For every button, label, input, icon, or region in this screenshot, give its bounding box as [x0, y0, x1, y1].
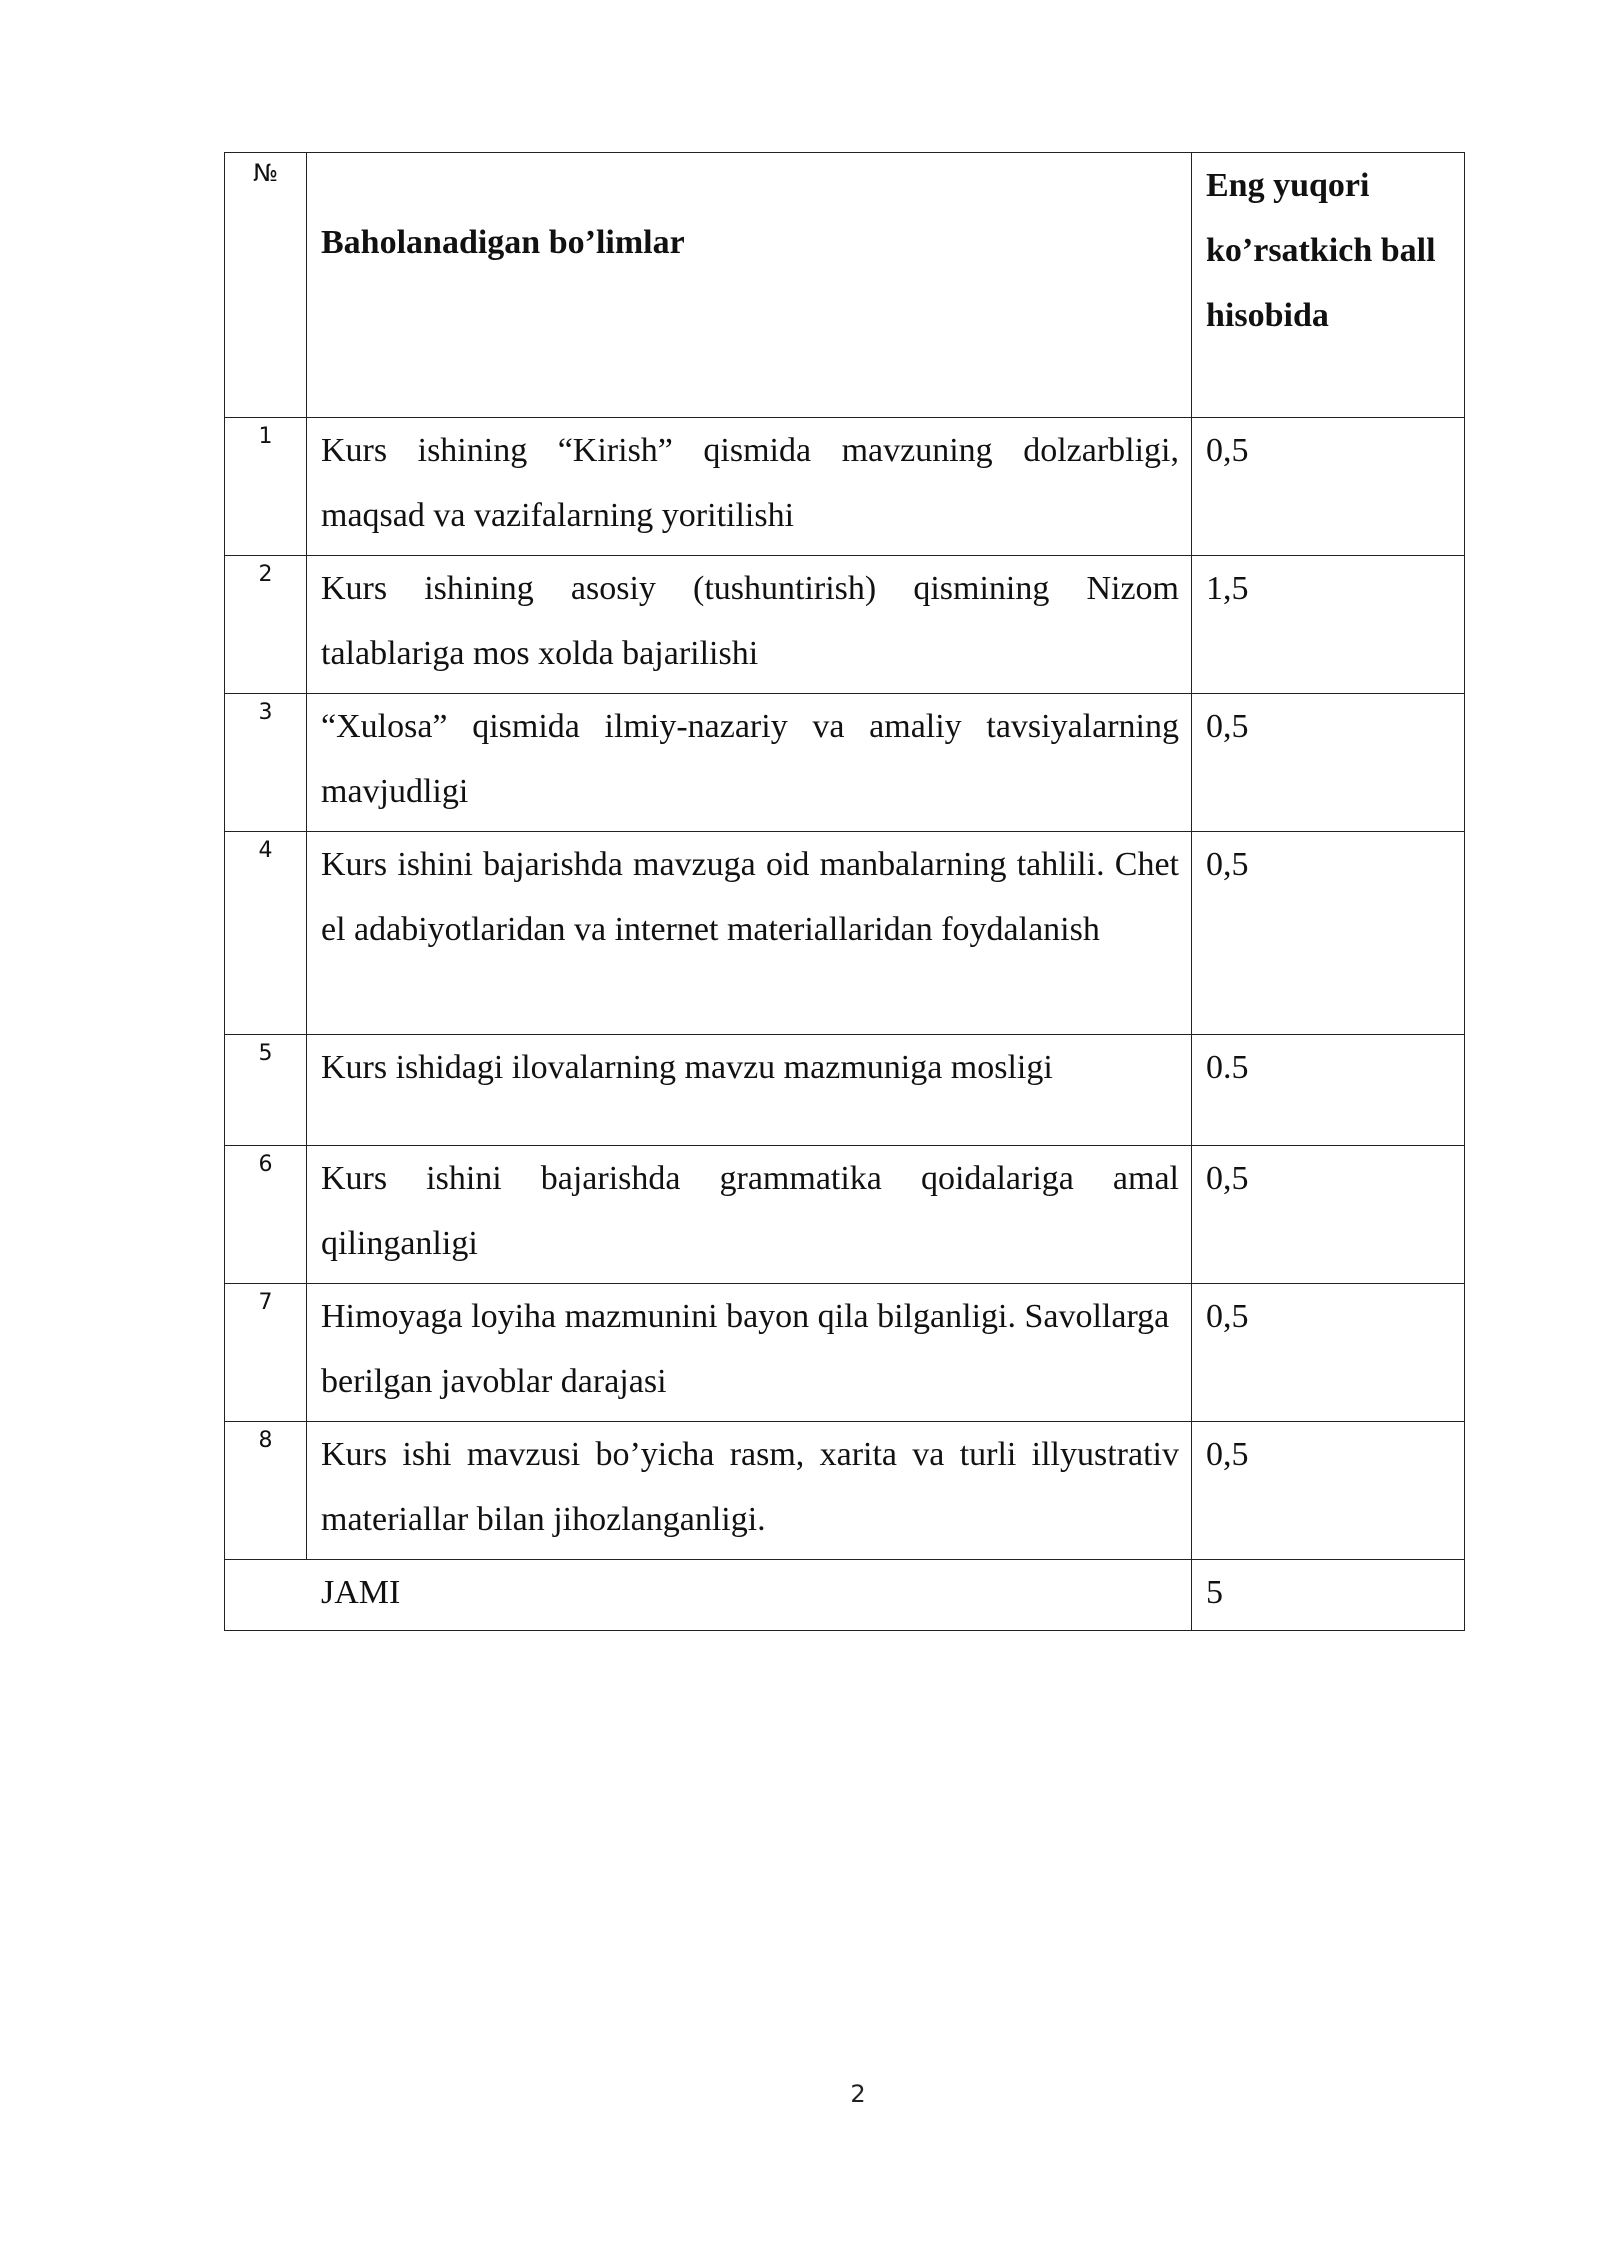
row-description: Himoyaga loyiha mazmunini bayon qila bilganligi. Savollarga berilgan javoblar darajasi	[307, 1284, 1192, 1422]
header-max-score: Eng yuqori ko’rsatkich ball hisobida	[1192, 153, 1465, 418]
table-row	[225, 556, 1465, 694]
total-label: JAMI	[225, 1560, 1192, 1631]
row-number: 3	[225, 694, 307, 832]
table-row	[225, 1422, 1465, 1560]
row-score: 0,5	[1192, 418, 1465, 556]
row-number: 1	[225, 418, 307, 556]
row-description: Kurs ishi mavzusi bo’yicha rasm, xarita va turli illyustrativ materiallar bilan jihozlanganligi.	[307, 1422, 1192, 1560]
row-number: 2	[225, 556, 307, 694]
page-number: 2	[850, 2080, 866, 2108]
row-number: 4	[225, 832, 307, 1035]
grading-criteria-table	[224, 152, 1465, 1631]
row-number: 7	[225, 1284, 307, 1422]
table-total-row	[225, 1560, 1465, 1631]
total-score: 5	[1192, 1560, 1465, 1631]
table-row	[225, 1146, 1465, 1284]
table-row	[225, 1035, 1465, 1146]
table-row	[225, 694, 1465, 832]
row-description: Kurs ishining “Kirish” qismida mavzuning dolzarbligi, maqsad va vazifalarning yoritilishi	[307, 418, 1192, 556]
row-description: Kurs ishini bajarishda mavzuga oid manbalarning tahlili. Chet el adabiyotlaridan va internet materiallaridan foydalanish	[307, 832, 1192, 1035]
row-score: 0,5	[1192, 1146, 1465, 1284]
table-header-row	[225, 153, 1465, 418]
row-score: 0.5	[1192, 1035, 1465, 1146]
row-score: 1,5	[1192, 556, 1465, 694]
row-score: 0,5	[1192, 694, 1465, 832]
header-number: №	[225, 153, 307, 418]
row-score: 0,5	[1192, 1422, 1465, 1560]
row-score: 0,5	[1192, 1284, 1465, 1422]
row-description: Kurs ishining asosiy (tushuntirish) qismining Nizom talablariga mos xolda bajarilishi	[307, 556, 1192, 694]
table-row	[225, 418, 1465, 556]
row-score: 0,5	[1192, 832, 1465, 1035]
row-description: Kurs ishidagi ilovalarning mavzu mazmuniga mosligi	[307, 1035, 1192, 1146]
table-row	[225, 832, 1465, 1035]
table-row	[225, 1284, 1465, 1422]
row-number: 8	[225, 1422, 307, 1560]
row-number: 6	[225, 1146, 307, 1284]
row-number: 5	[225, 1035, 307, 1146]
row-description: “Xulosa” qismida ilmiy-nazariy va amaliy tavsiyalarning mavjudligi	[307, 694, 1192, 832]
row-description: Kurs ishini bajarishda grammatika qoidalariga amal qilinganligi	[307, 1146, 1192, 1284]
header-sections: Baholanadigan bo’limlar	[307, 153, 1192, 418]
